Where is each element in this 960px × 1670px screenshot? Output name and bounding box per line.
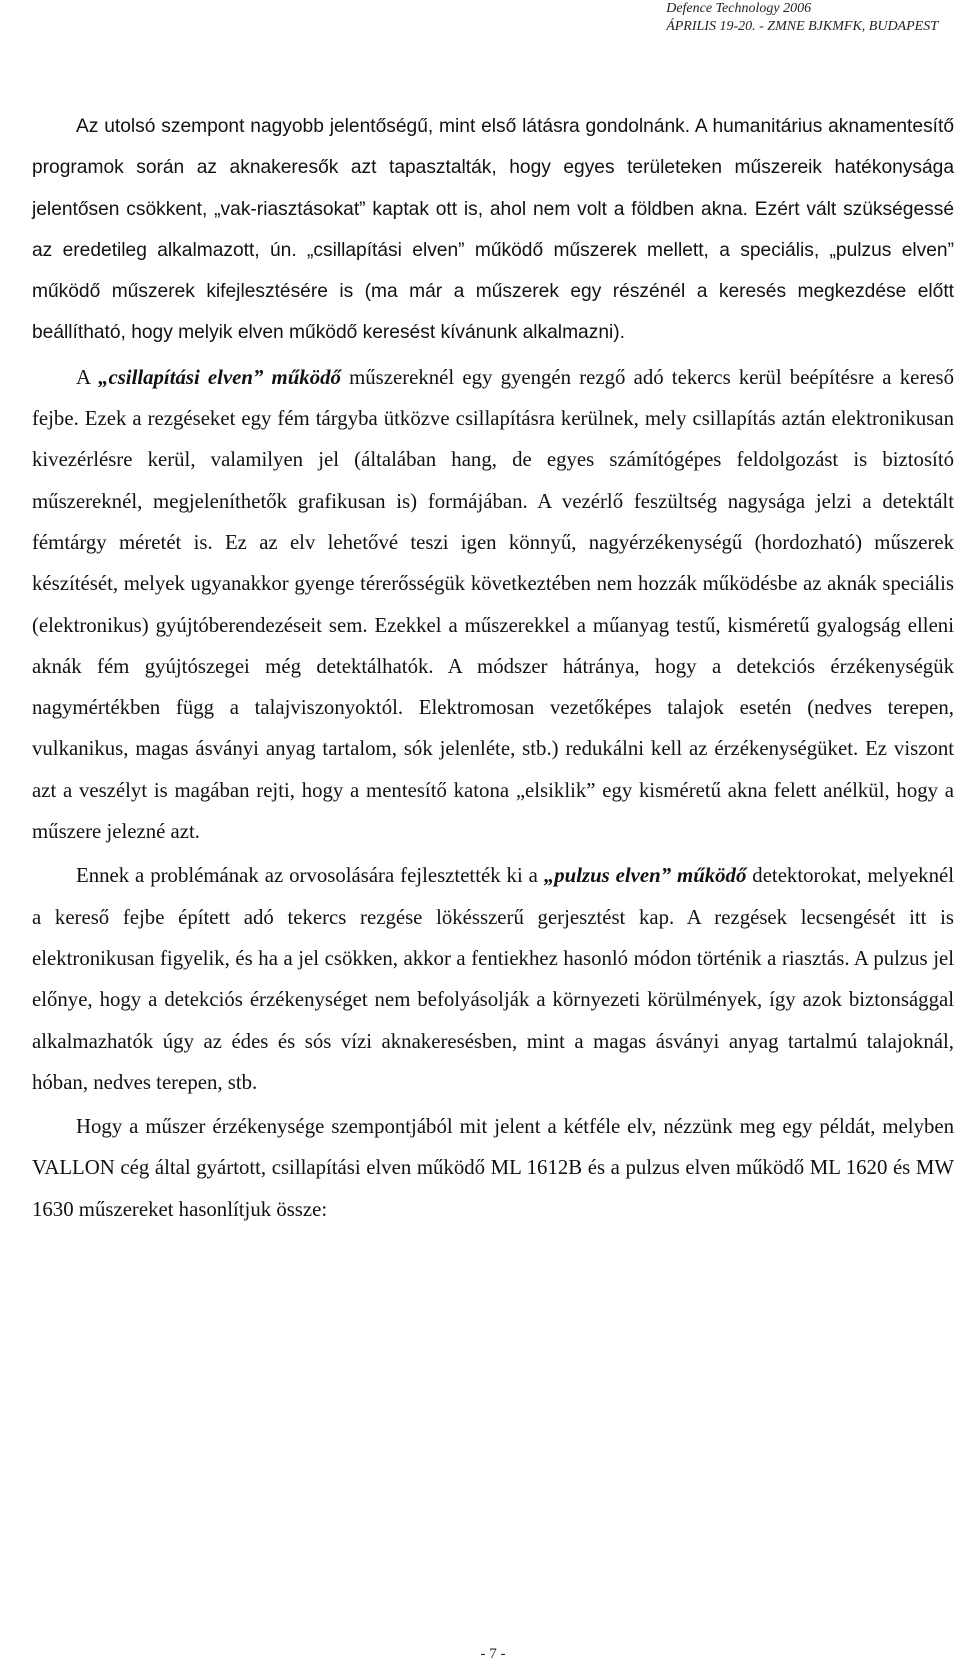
- paragraph-2-text: műszereknél egy gyengén rezgő adó tekercs kerül beépítésre a kereső fejbe. Ezek a rezgéseket egy fém tárgyba ütközve csillapításra kerülnek, mely csillapítás aztán elektronikusan kivezérlésre kerül, valamilyen jel (általában hang, de egyes számítógépes feldolgozást is biztosító műszereknél, megjeleníthetők grafikusan is) formájában. A vezérlő feszültség nagysága jelzi a detektált fémtárgy méretét is. Ez az elv lehetővé teszi igen könnyű, nagyérzékenységű (hordozható) műszerek készítését, melyek ugyanakkor gyenge térerősségük következtében nem hozzák működésbe az aknák speciális (elektronikus) gyújtóberendezéseit sem. Ezekkel a műszerekkel a műanyag testű, kisméretű gyalogság elleni aknák fém gyújtószegei még detektálhatók. A módszer hátránya, hogy a detekciós érzékenységük nagymértékben függ a talajviszonyoktól. Elektromosan vezetőképes talajok esetén (nedves terepen, vulkanikus, magas ásványi anyag tartalom, sók jelenléte, stb.) redukálni kell az érzékenységüket. Ez viszont azt a veszélyt is magában rejti, hogy a mentesítő katona „elsiklik” egy kisméretű akna felett anélkül, hogy a műszere jelezné azt.: [32, 365, 954, 844]
- paragraph-2-prefix: A: [76, 365, 99, 389]
- paragraph-3-prefix: Ennek a problémának az orvosolására fejlesztették ki a: [76, 864, 544, 888]
- paragraph-1-text: Az utolsó szempont nagyobb jelentőségű, mint első látásra gondolnánk. A humanitárius aknamentesítő programok során az aknakeresők azt tapasztalták, hogy egyes területeken műszereik hatékonysága jelentősen csökkent, „vak-riasztásokat” kaptak ott is, ahol nem volt a földben akna. Ezért vált szükségessé az eredetileg alkalmazott, ún. „csillapítási elven” működő műszerek mellett, a speciális, „pulzus elven” működő műszerek kifejlesztésére is (ma már a műszerek egy részénél a keresés megkezdése előtt beállítható, hogy melyik elven működő keresést kívánunk alkalmazni).: [32, 116, 954, 344]
- document-body: [32, 106, 954, 1230]
- paragraph-1: [32, 106, 954, 354]
- conference-date-location: ÁPRILIS 19-20. - ZMNE BJKMFK, BUDAPEST: [666, 19, 938, 34]
- paragraph-4: [32, 1106, 954, 1230]
- running-header: [666, 0, 938, 36]
- paragraph-3-text: detektorokat, melyeknél a kereső fejbe épített adó tekercs rezgése lökésszerű gerjesztést kap. A rezgések lecsengését itt is elektronikusan figyelik, és ha a jel csökken, akkor a fentiekhez hasonló módon történik a riasztás. A pulzus jel előnye, hogy a detekciós érzékenységet nem befolyásolják a környezeti körülmények, így azok biztonsággal alkalmazhatók úgy az édes és sós vízi aknakeresésben, mint a magas ásványi anyag tartalmú talajoknál, hóban, nedves terepen, stb.: [32, 864, 954, 1094]
- paragraph-3: [32, 855, 954, 1103]
- paragraph-2-emphasis: „csillapítási elven” működő: [98, 365, 341, 389]
- paragraph-3-emphasis: „pulzus elven” működő: [543, 864, 747, 888]
- paragraph-4-text: Hogy a műszer érzékenysége szempontjából mit jelent a kétféle elv, nézzünk meg egy példát, melyben VALLON cég által gyártott, csillapítási elven működő ML 1612B és a pulzus elven működő ML 1620 és MW 1630 műszereket hasonlítjuk össze:: [32, 1115, 954, 1221]
- paragraph-2: [32, 357, 954, 853]
- conference-name: Defence Technology 2006: [666, 1, 812, 16]
- page-number: - 7 -: [480, 1646, 506, 1662]
